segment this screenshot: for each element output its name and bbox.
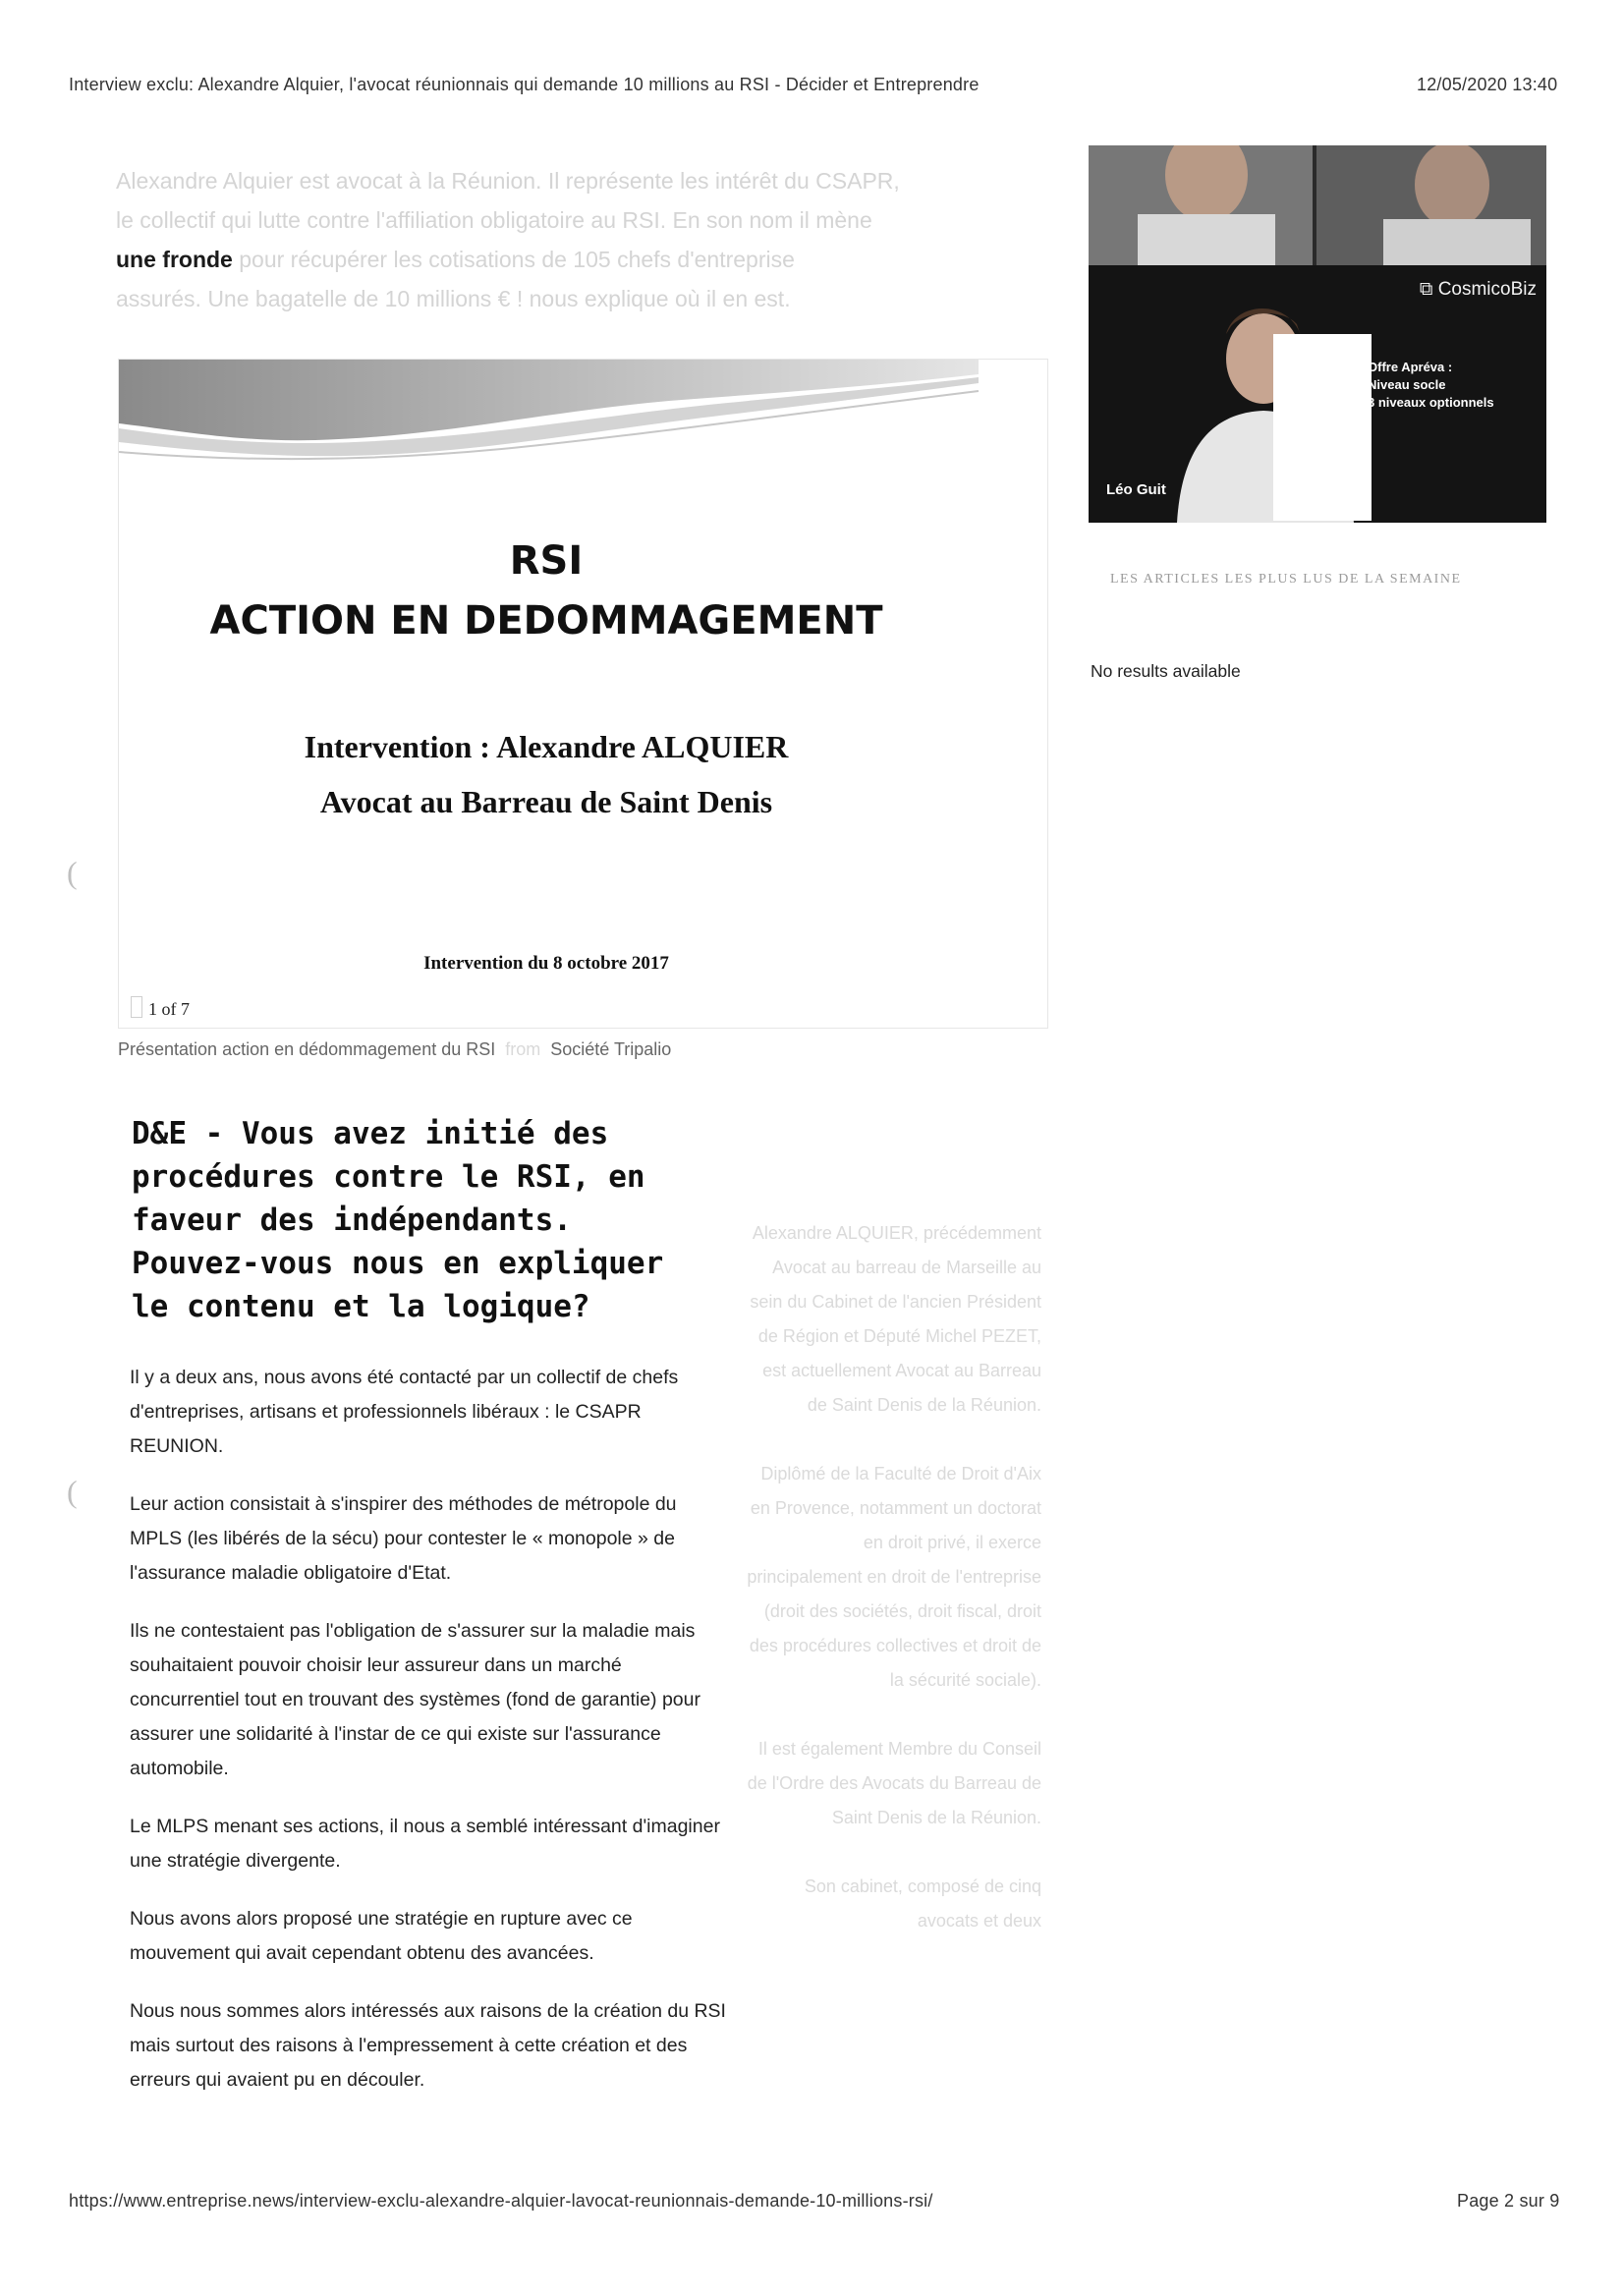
slide-date: Intervention du 8 octobre 2017 [423, 953, 669, 974]
slide-pager-control[interactable] [131, 996, 142, 1018]
video-thumbnail-top [1089, 145, 1546, 265]
slide-subtitle-intervention: Intervention : Alexandre ALQUIER [304, 729, 789, 764]
brand-logo-icon: ⧉ [1419, 279, 1433, 300]
video-ad[interactable] [1089, 145, 1546, 523]
slide-pager: 1 of 7 [148, 999, 190, 1019]
intro-link-fronde[interactable]: une fronde [116, 247, 233, 272]
slide-source-link[interactable]: Société Tripalio [550, 1039, 672, 1059]
video-people-thumbnail [1089, 145, 1546, 265]
slide-subtitle-barreau: Avocat au Barreau de Saint Denis [319, 784, 773, 819]
intro-line: assurés. Une bagatelle de 10 millions € ! nous explique où il en est. [116, 286, 791, 311]
answer-paragraph: Nous nous sommes alors intéressés aux raisons de la création du RSI mais surtout des raisons à l'empressement à cette création et des erreurs qui avaient pu en découler. [130, 2000, 726, 2091]
intro-line: le collectif qui lutte contre l'affiliation obligatoire au RSI. En son nom il mène [116, 207, 872, 233]
scan-margin-mark: ( [67, 1474, 78, 1509]
offer-line: Offre Apréva : [1368, 360, 1453, 374]
interview-question: D&E - Vous avez initié des procédures contre le RSI, en faveur des indépendants. Pouvez-vous nous en expliquer le contenu et la logique? [132, 1116, 664, 1324]
bio-paragraph: Alexandre ALQUIER, précédemment Avocat au barreau de Marseille au sein du Cabinet de l'ancien Président de Région et Député Michel PEZET, est actuellement Avocat au Barreau de Saint Denis de la Réunion. [750, 1223, 1041, 1415]
bio-paragraph: Il est également Membre du Conseil de l'Ordre des Avocats du Barreau de Saint Denis de la Réunion. [747, 1739, 1041, 1827]
scan-margin-mark: ( [67, 855, 78, 890]
page-header-title: Interview exclu: Alexandre Alquier, l'avocat réunionnais qui demande 10 millions au RSI - Décider et Entreprendre [69, 75, 980, 94]
page-footer-pagenum: Page 2 sur 9 [1457, 2191, 1560, 2211]
brand-label: CosmicoBiz [1437, 279, 1537, 300]
slide-caption-link[interactable]: Présentation action en dédommagement du RSI [118, 1039, 496, 1059]
most-read-heading: LES ARTICLES LES PLUS LUS DE LA SEMAINE [1110, 572, 1462, 587]
redaction-overlay [1273, 334, 1372, 521]
slide-wave-decoration [119, 360, 1047, 468]
bio-paragraph: Son cabinet, composé de cinq avocats et deux [804, 1876, 1041, 1931]
article-intro [116, 161, 1049, 318]
author-bio [747, 1216, 1041, 1973]
answer-paragraph: Ils ne contestaient pas l'obligation de s'assurer sur la maladie mais souhaitaient pouvoir choisir leur assureur dans un marché concurrentiel tout en trouvant des systèmes (fond de garantie) pour assurer une solidarité à l'instar de ce qui existe sur l'assurance automobile. [130, 1620, 700, 1779]
offer-line: Niveau socle [1368, 377, 1446, 392]
slide-embed[interactable] [118, 359, 1048, 1029]
answer-paragraph: Le MLPS menant ses actions, il nous a semblé intéressant d'imaginer une stratégie divergente. [130, 1816, 720, 1872]
answer-paragraph: Leur action consistait à s'inspirer des méthodes de métropole du MPLS (les libérés de la sécu) pour contester le « monopole » de l'assurance maladie obligatoire d'Etat. [130, 1493, 677, 1584]
answer-paragraph: Il y a deux ans, nous avons été contacté par un collectif de chefs d'entreprises, artisans et professionnels libéraux : le CSAPR REUNION. [130, 1367, 679, 1457]
intro-line [116, 240, 1049, 279]
slide-title-rsi: RSI [509, 538, 584, 584]
bio-paragraph: Diplômé de la Faculté de Droit d'Aix en Provence, notamment un doctorat en droit privé, il exerce principalement en droit de l'entreprise (droit des sociétés, droit fiscal, droit des procédures collectives et droit de la sécurité sociale). [747, 1464, 1041, 1690]
intro-line: Alexandre Alquier est avocat à la Réunion. Il représente les intérêt du CSAPR, [116, 168, 900, 194]
video-offer-text [1368, 359, 1494, 412]
slide-caption [118, 1039, 671, 1060]
caption-from: from [505, 1039, 541, 1059]
page-footer-url: https://www.entreprise.news/interview-exclu-alexandre-alquier-lavocat-reunionnais-demande-10-millions-rsi/ [69, 2191, 933, 2211]
slide-title-action: ACTION EN DEDOMMAGEMENT [209, 598, 883, 644]
most-read-empty: No results available [1091, 661, 1241, 681]
video-brand [1420, 279, 1537, 301]
offer-line: 3 niveaux optionnels [1368, 395, 1494, 410]
intro-line-rest: pour récupérer les cotisations de 105 chefs d'entreprise [232, 247, 795, 272]
video-speaker-name: Léo Guit [1106, 481, 1166, 498]
page-header-datetime: 12/05/2020 13:40 [1417, 75, 1558, 94]
answer-paragraph: Nous avons alors proposé une stratégie en rupture avec ce mouvement qui avait cependant obtenu des avancées. [130, 1908, 633, 1964]
